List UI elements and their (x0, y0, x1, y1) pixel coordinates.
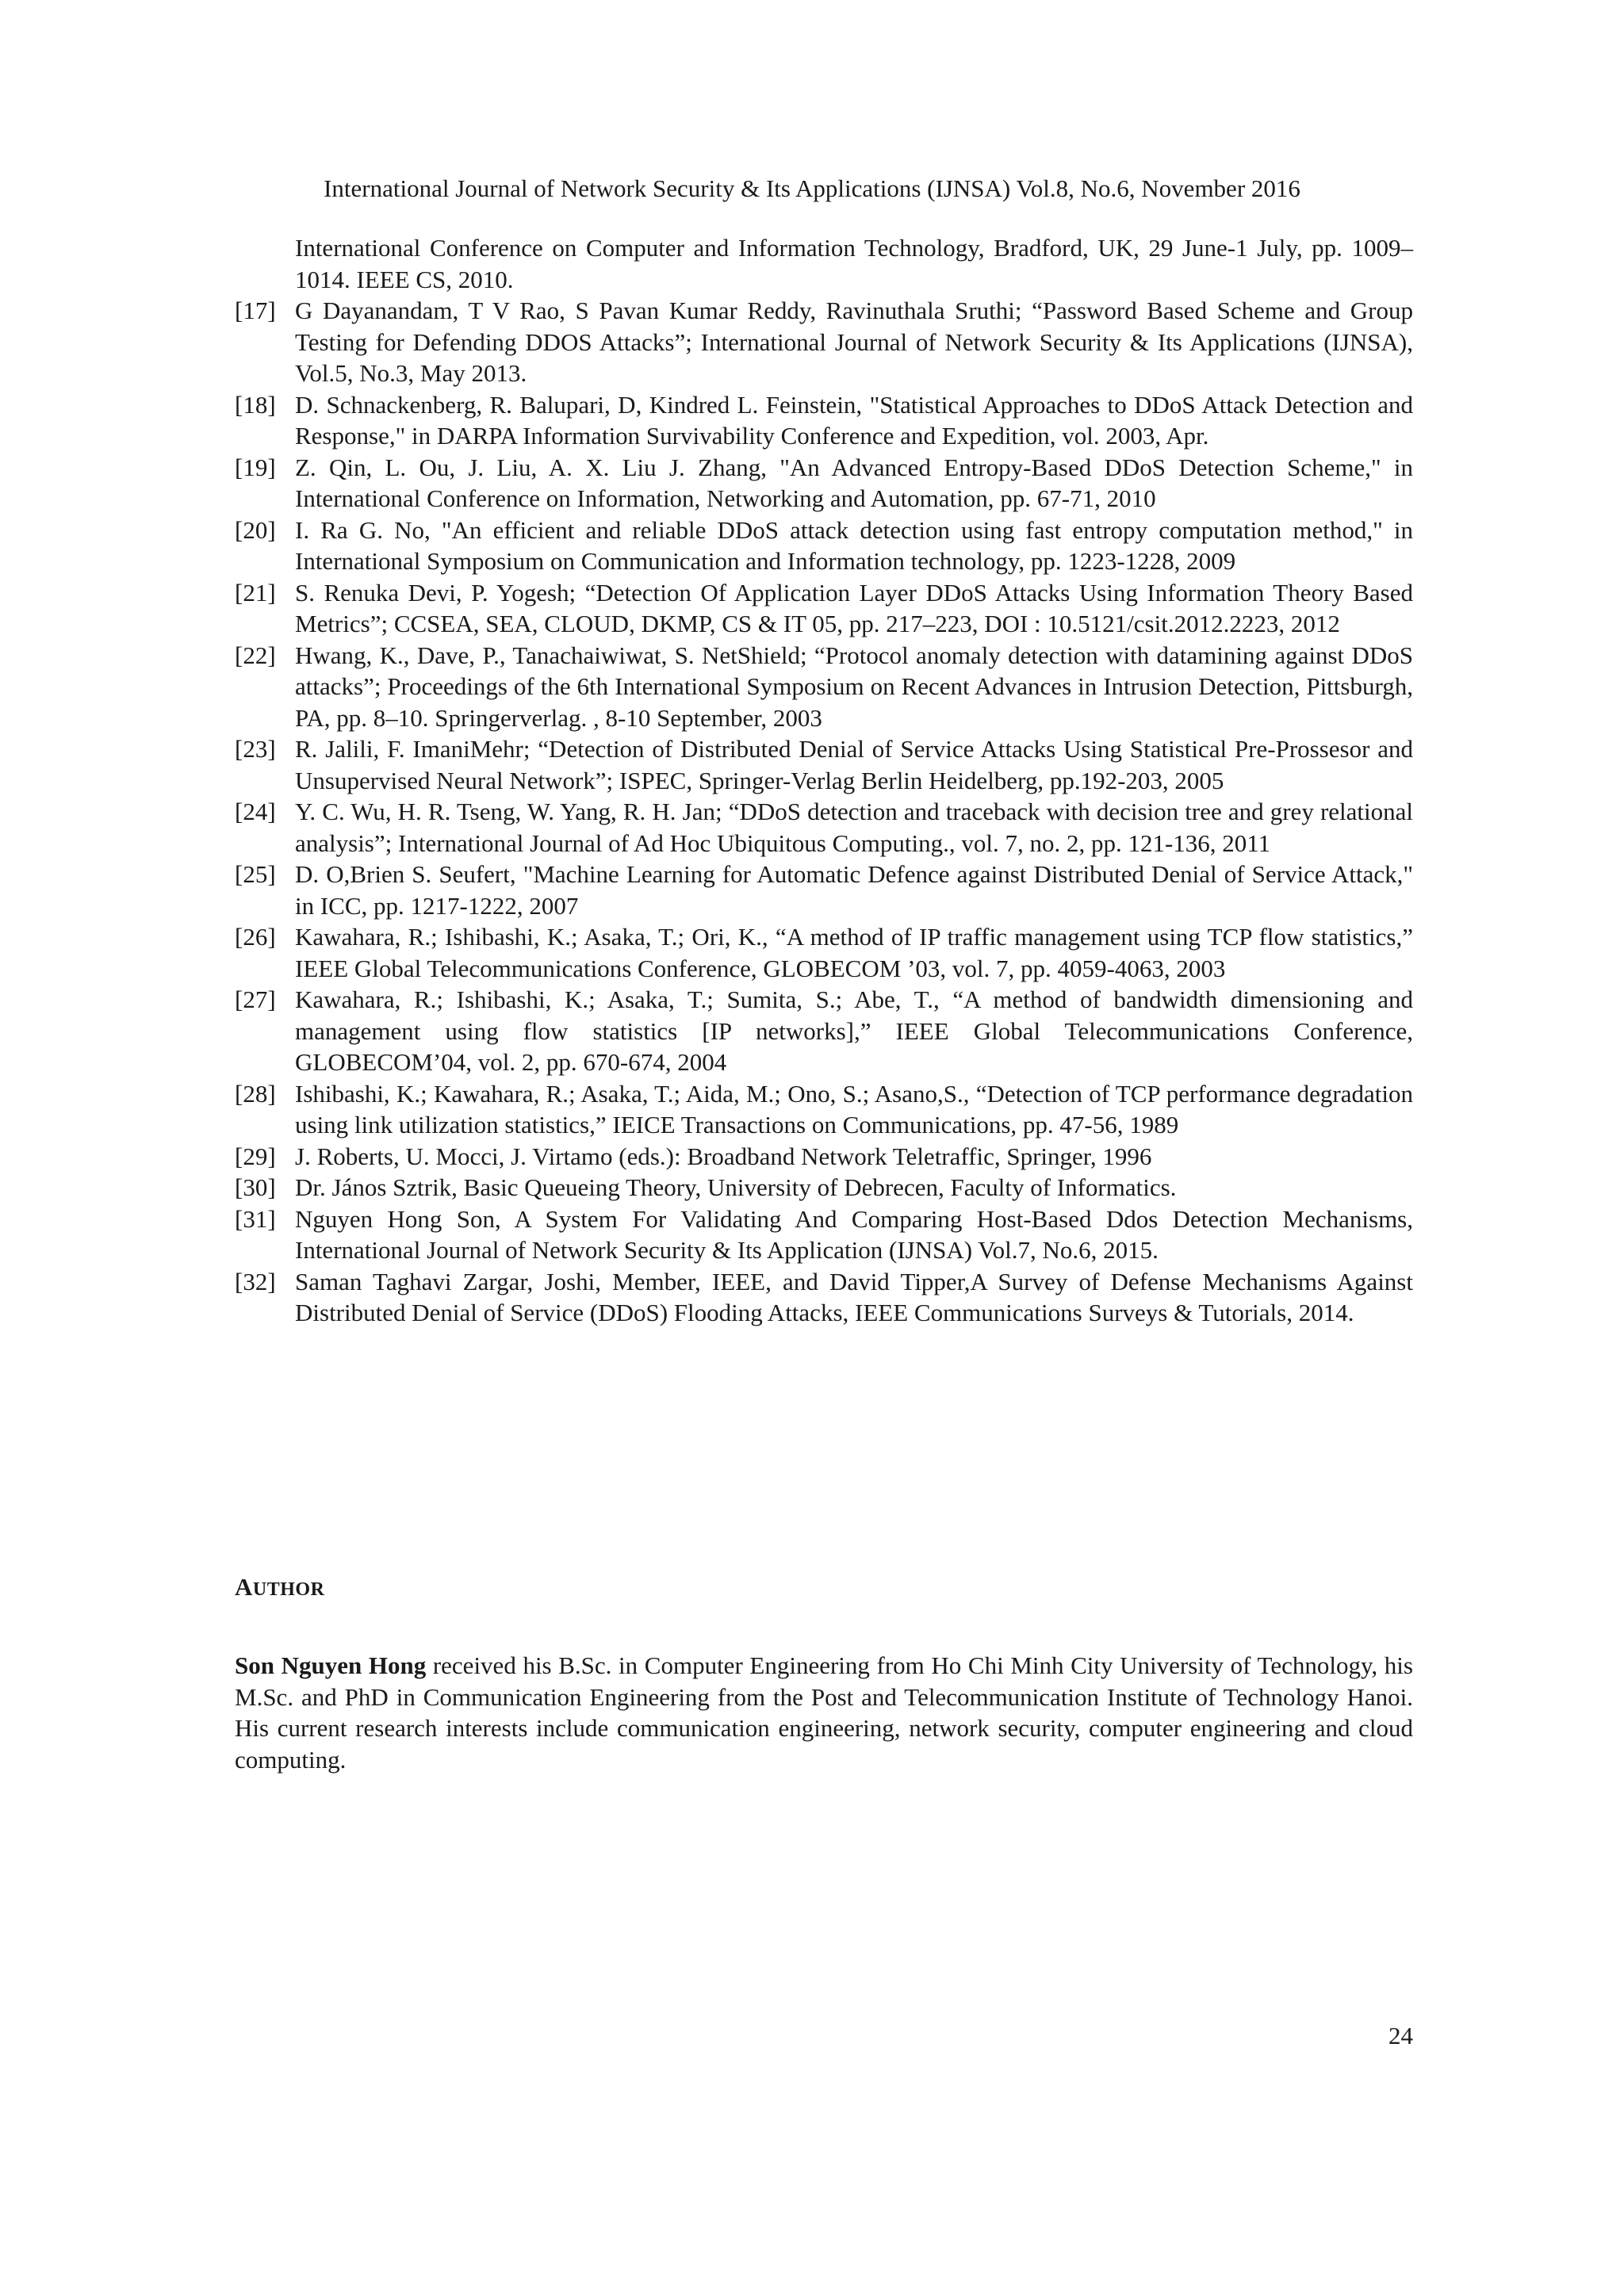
reference-item (235, 640, 1413, 734)
reference-text: Saman Taghavi Zargar, Joshi, Member, IEEE, and David Tipper,A Survey of Defense Mechanisms Against Distributed Denial of Service (DDoS) Flooding Attacks, IEEE Communications Surveys & Tutorials, 2014. (295, 1267, 1413, 1326)
author-bio (235, 1650, 1413, 1775)
reference-item (235, 1141, 1413, 1173)
reference-item (235, 984, 1413, 1078)
reference-text: G Dayanandam, T V Rao, S Pavan Kumar Reddy, Ravinuthala Sruthi; “Password Based Scheme and Group Testing for Defending DDOS Attacks”; International Journal of Network Security & Its Applications (IJNSA), Vol.5, No.3, May 2013. (295, 297, 1413, 387)
reference-text: D. O,Brien S. Seufert, "Machine Learning for Automatic Defence against Distributed Denial of Service Attack," in ICC, pp. 1217-1222, 2007 (295, 860, 1413, 920)
reference-text: Dr. János Sztrik, Basic Queueing Theory, University of Debrecen, Faculty of Informatics. (295, 1173, 1177, 1201)
reference-number: [23] (235, 735, 276, 763)
reference-item (235, 796, 1413, 859)
reference-number: [19] (235, 453, 276, 481)
reference-number: [29] (235, 1142, 276, 1170)
reference-item (235, 452, 1413, 515)
reference-number: [27] (235, 985, 276, 1013)
running-header: International Journal of Network Security & Its Applications (IJNSA) Vol.8, No.6, November 2016 (324, 174, 1300, 202)
reference-number: [21] (235, 578, 276, 607)
page-number: 24 (1388, 2022, 1413, 2049)
reference-item (235, 1203, 1413, 1266)
reference-number: [32] (235, 1267, 276, 1295)
reference-item (235, 921, 1413, 984)
reference-text: Y. C. Wu, H. R. Tseng, W. Yang, R. H. Jan; “DDoS detection and traceback with decision tree and grey relational analysis”; International Journal of Ad Hoc Ubiquitous Computing., vol. 7, no. 2, pp. 121-136, 2011 (295, 798, 1413, 857)
reference-text: Nguyen Hong Son, A System For Validating And Comparing Host-Based Ddos Detection Mechanisms, International Journal of Network Security & Its Application (IJNSA) Vol.7, No.6, 2015. (295, 1204, 1413, 1264)
reference-item (235, 859, 1413, 921)
reference-item (235, 1266, 1413, 1329)
author-heading-rest: UTHOR (252, 1579, 325, 1600)
reference-text: Kawahara, R.; Ishibashi, K.; Asaka, T.; Ori, K., “A method of IP traffic management using TCP flow statistics,” IEEE Global Telecommunications Conference, GLOBECOM ’03, vol. 7, pp. 4059-4063, 2003 (295, 923, 1413, 982)
references-list (235, 232, 1413, 1329)
reference-item (235, 1078, 1413, 1141)
reference-number: [26] (235, 923, 276, 951)
reference-text: Kawahara, R.; Ishibashi, K.; Asaka, T.; Sumita, S.; Abe, T., “A method of bandwidth dimensioning and management using flow statistics [IP networks],” IEEE Global Telecommunications Conference, GLOBECOM’04, vol. 2, pp. 670-674, 2004 (295, 985, 1413, 1076)
reference-item (235, 515, 1413, 577)
reference-text: I. Ra G. No, "An efficient and reliable DDoS attack detection using fast entropy computation method," in International Symposium on Communication and Information technology, pp. 1223-1228, 2009 (295, 515, 1413, 575)
reference-continuation: International Conference on Computer and Information Technology, Bradford, UK, 29 June-1 July, pp. 1009–1014. IEEE CS, 2010. (295, 234, 1413, 293)
reference-item (235, 577, 1413, 640)
reference-number: [20] (235, 515, 276, 544)
reference-number: [24] (235, 798, 276, 825)
author-name: Son Nguyen Hong (235, 1651, 427, 1679)
reference-item (235, 389, 1413, 452)
reference-number: [28] (235, 1079, 276, 1108)
reference-number: [25] (235, 860, 276, 888)
reference-item (235, 295, 1413, 389)
reference-text: S. Renuka Devi, P. Yogesh; “Detection Of Application Layer DDoS Attacks Using Information Theory Based Metrics”; CCSEA, SEA, CLOUD, DKMP, CS & IT 05, pp. 217–223, DOI : 10.5121/csit.2012.2223, 2012 (295, 578, 1413, 637)
author-section-heading (235, 1571, 324, 1606)
reference-item (235, 733, 1413, 796)
reference-text: J. Roberts, U. Mocci, J. Virtamo (eds.): Broadband Network Teletraffic, Springer, 1996 (295, 1142, 1152, 1170)
reference-number: [18] (235, 390, 276, 419)
reference-number: [30] (235, 1173, 276, 1201)
reference-item (235, 1172, 1413, 1203)
reference-number: [31] (235, 1204, 276, 1233)
reference-text: Ishibashi, K.; Kawahara, R.; Asaka, T.; Aida, M.; Ono, S.; Asano,S., “Detection of TCP performance degradation using link utilization statistics,” IEICE Transactions on Communications, pp. 47-56, 1989 (295, 1079, 1413, 1138)
reference-text: Z. Qin, L. Ou, J. Liu, A. X. Liu J. Zhang, "An Advanced Entropy-Based DDoS Detection Scheme," in International Conference on Information, Networking and Automation, pp. 67-71, 2010 (295, 453, 1413, 512)
reference-number: [17] (235, 297, 276, 324)
reference-number: [22] (235, 641, 276, 669)
author-bio-text: received his B.Sc. in Computer Engineering from Ho Chi Minh City University of Technology, his M.Sc. and PhD in Communication Engineering from the Post and Telecommunication Institute of Technology Hanoi. His current research interests include communication engineering, network security, computer engineering and cloud computing. (235, 1651, 1413, 1774)
reference-text: Hwang, K., Dave, P., Tanachaiwiwat, S. NetShield; “Protocol anomaly detection with datamining against DDoS attacks”; Proceedings of the 6th International Symposium on Recent Advances in Intrusion Detection, Pittsburgh, PA, pp. 8–10. Springerverlag. , 8-10 September, 2003 (295, 641, 1413, 732)
author-heading-initial: A (235, 1573, 253, 1601)
reference-items (235, 295, 1413, 1329)
reference-text: R. Jalili, F. ImaniMehr; “Detection of Distributed Denial of Service Attacks Using Statistical Pre-Prossesor and Unsupervised Neural Network”; ISPEC, Springer-Verlag Berlin Heidelberg, pp.192-203, 2005 (295, 735, 1413, 794)
reference-text: D. Schnackenberg, R. Balupari, D, Kindred L. Feinstein, "Statistical Approaches to DDoS Attack Detection and Response," in DARPA Information Survivability Conference and Expedition, vol. 2003, Apr. (295, 390, 1413, 450)
